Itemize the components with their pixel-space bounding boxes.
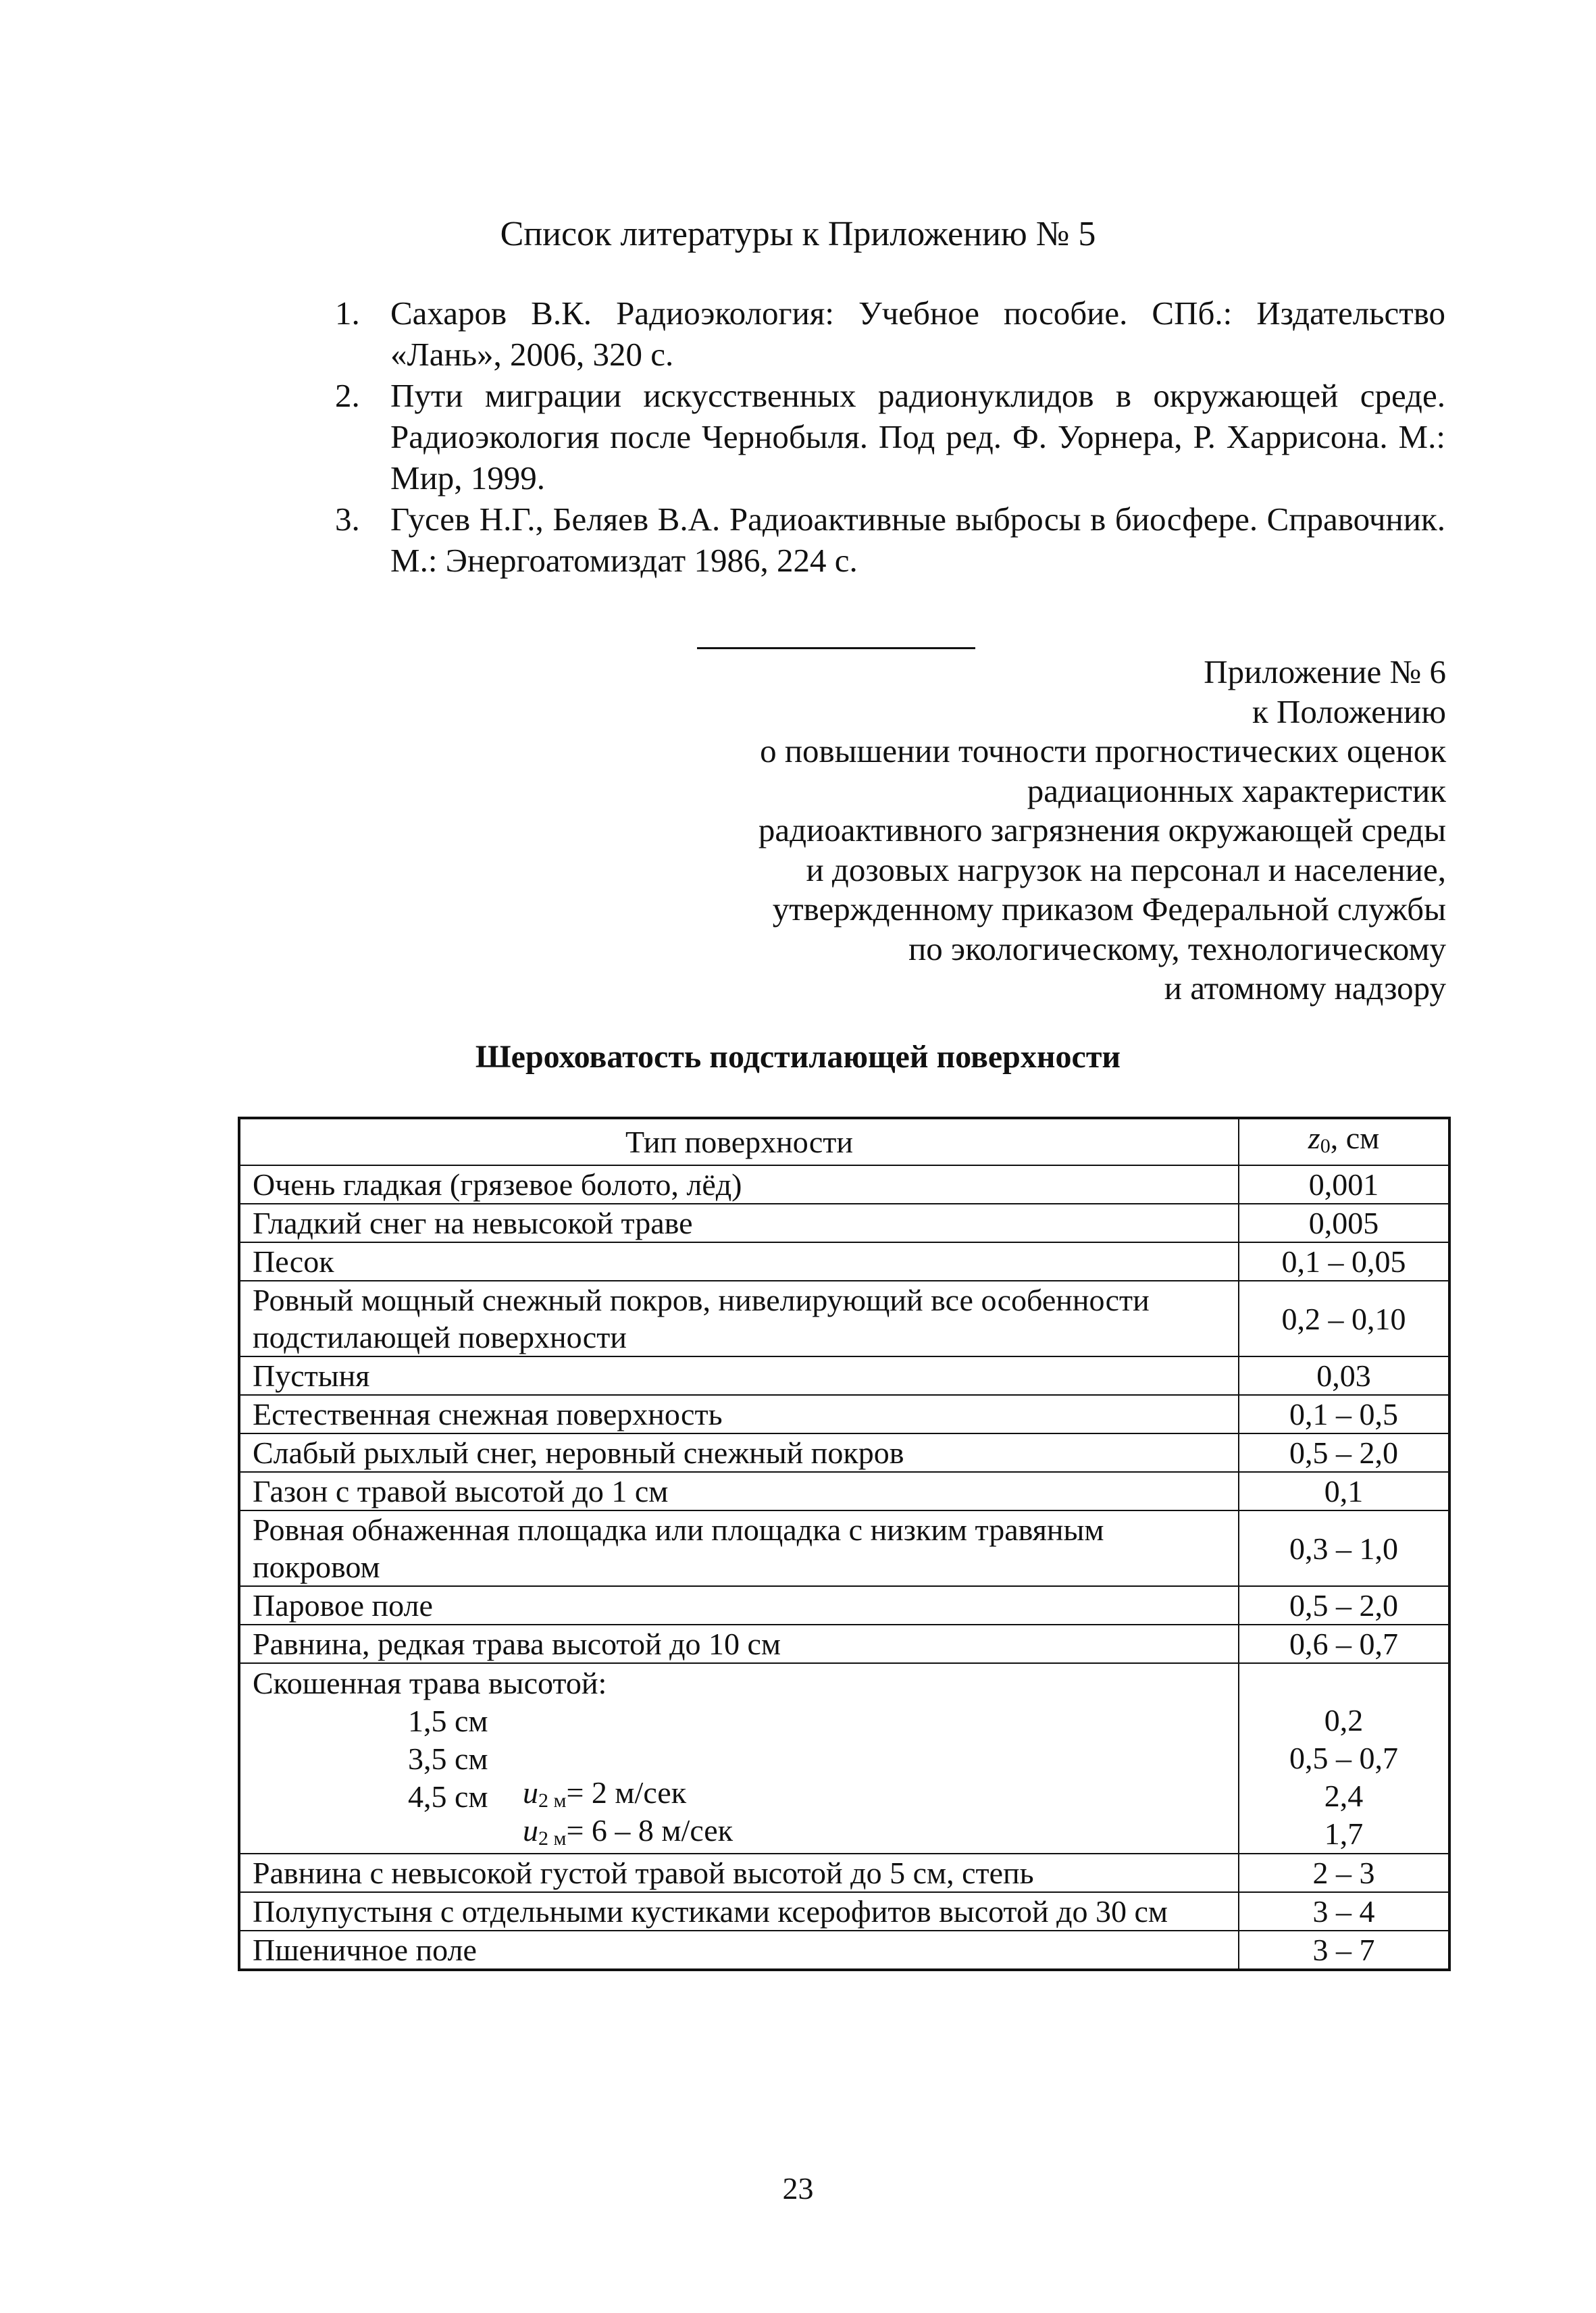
appendix-header — [500, 653, 1446, 1009]
table-row — [239, 1281, 1449, 1356]
roughness-value: 0,1 – 0,05 — [1239, 1242, 1449, 1281]
wind-symbol: u — [523, 1775, 538, 1810]
roughness-value: 0,1 — [1239, 1472, 1449, 1510]
table-row — [239, 1586, 1449, 1625]
mowed-height: 3,5 см — [408, 1741, 488, 1776]
z0-unit: , см — [1330, 1121, 1380, 1155]
mowed-grass-label: Скошенная трава высотой: — [253, 1665, 607, 1700]
table-row — [239, 1625, 1449, 1663]
wind-speed-value: = 6 – 8 м/сек — [566, 1812, 733, 1848]
mowed-height: 1,5 см — [408, 1703, 488, 1738]
table-row — [239, 1204, 1449, 1242]
roughness-value: 0,5 – 2,0 — [1239, 1586, 1449, 1625]
table-row — [239, 1356, 1449, 1395]
appendix-line: радиоактивного загрязнения окружающей среды — [758, 811, 1446, 848]
appendix-line: о повышении точности прогностических оценок — [760, 732, 1446, 769]
reference-item — [330, 375, 1445, 499]
roughness-value: 1,7 — [1324, 1816, 1364, 1851]
mowed-height: 4,5 см — [408, 1779, 488, 1814]
table-title: Шероховатость подстилающей поверхности — [475, 1039, 1121, 1075]
appendix-line: к Положению — [1252, 692, 1446, 730]
appendix-line: и атомному надзору — [1164, 969, 1446, 1007]
wind-speed — [523, 1812, 733, 1857]
roughness-value: 2,4 — [1324, 1779, 1364, 1813]
table-row — [239, 1931, 1449, 1970]
mowed-grass-cell — [239, 1663, 1239, 1854]
page-number: 23 — [782, 2171, 814, 2206]
surface-type: Слабый рыхлый снег, неровный снежный покров — [239, 1433, 1239, 1472]
reference-text: Сахаров В.К. Радиоэкология: Учебное пособие. СПб.: Издательство «Лань», 2006, 320 с. — [390, 295, 1445, 373]
reference-item — [330, 499, 1445, 581]
appendix-line: по экологическому, технологическому — [908, 930, 1446, 967]
roughness-value: 0,2 — [1324, 1703, 1364, 1737]
surface-type: Пустыня — [239, 1356, 1239, 1395]
roughness-value: 3 – 4 — [1239, 1892, 1449, 1931]
roughness-value: 0,001 — [1239, 1165, 1449, 1204]
surface-type: Полупустыня с отдельными кустиками ксерофитов высотой до 30 см — [239, 1892, 1239, 1931]
roughness-value: 0,3 – 1,0 — [1239, 1510, 1449, 1586]
surface-type: Ровный мощный снежный покров, нивелирующий все особенности подстилающей поверхности — [239, 1281, 1239, 1356]
wind-subscript: 2 м — [538, 1827, 567, 1850]
references-list — [330, 293, 1445, 581]
reference-number: 2. — [335, 377, 360, 414]
roughness-value: 0,6 – 0,7 — [1239, 1625, 1449, 1663]
surface-type: Паровое поле — [239, 1586, 1239, 1625]
section-divider — [697, 647, 975, 649]
appendix-line: радиационных характеристик — [1027, 771, 1446, 809]
column-header-type: Тип поверхности — [239, 1118, 1239, 1165]
surface-type: Естественная снежная поверхность — [239, 1395, 1239, 1433]
references-title: Список литературы к Приложению № 5 — [500, 215, 1096, 253]
surface-type: Равнина с невысокой густой травой высотой до 5 см, степь — [239, 1854, 1239, 1892]
surface-type: Ровная обнаженная площадка или площадка с низким травяным покровом — [239, 1510, 1239, 1586]
reference-text: Гусев Н.Г., Беляев В.А. Радиоактивные выбросы в биосфере. Справочник. М.: Энергоатомиздат 1986, 224 с. — [390, 501, 1445, 579]
table-row-mowed-grass — [239, 1663, 1449, 1854]
surface-type: Гладкий снег на невысокой траве — [239, 1204, 1239, 1242]
appendix-line: и дозовых нагрузок на персонал и население, — [806, 850, 1446, 888]
roughness-value: 3 – 7 — [1239, 1931, 1449, 1970]
table-row — [239, 1165, 1449, 1204]
table-row — [239, 1892, 1449, 1931]
surface-type: Пшеничное поле — [239, 1931, 1239, 1970]
z0-symbol: z — [1308, 1121, 1320, 1155]
appendix-line: утвержденному приказом Федеральной службы — [772, 890, 1446, 927]
table-row — [239, 1854, 1449, 1892]
table-row — [239, 1395, 1449, 1433]
surface-type: Песок — [239, 1242, 1239, 1281]
wind-speed-value: = 2 м/сек — [566, 1775, 687, 1810]
table-row — [239, 1242, 1449, 1281]
wind-symbol: u — [523, 1812, 538, 1848]
reference-item — [330, 293, 1445, 375]
table-row — [239, 1433, 1449, 1472]
roughness-value: 0,1 – 0,5 — [1239, 1395, 1449, 1433]
reference-number: 1. — [335, 295, 360, 332]
roughness-value: 0,5 – 2,0 — [1239, 1433, 1449, 1472]
appendix-line: Приложение № 6 — [1204, 653, 1446, 690]
roughness-table — [238, 1117, 1451, 1971]
surface-type: Газон с травой высотой до 1 см — [239, 1472, 1239, 1510]
table-row — [239, 1510, 1449, 1586]
z0-subscript: 0 — [1320, 1135, 1331, 1157]
mowed-grass-values — [1239, 1663, 1449, 1854]
surface-type: Равнина, редкая трава высотой до 10 см — [239, 1625, 1239, 1663]
column-header-z0 — [1239, 1118, 1449, 1165]
roughness-value: 0,5 – 0,7 — [1289, 1741, 1398, 1775]
wind-subscript: 2 м — [538, 1789, 567, 1812]
surface-type: Очень гладкая (грязевое болото, лёд) — [239, 1165, 1239, 1204]
reference-text: Пути миграции искусственных радионуклидов в окружающей среде. Радиоэкология после Чернобыля. Под ред. Ф. Уорнера, Р. Харрисона. М.: Мир, 1999. — [390, 377, 1445, 497]
roughness-value: 0,03 — [1239, 1356, 1449, 1395]
table-row — [239, 1472, 1449, 1510]
roughness-value: 0,005 — [1239, 1204, 1449, 1242]
roughness-value: 2 – 3 — [1239, 1854, 1449, 1892]
table-header-row — [239, 1118, 1449, 1165]
reference-number: 3. — [335, 501, 360, 538]
roughness-value: 0,2 – 0,10 — [1239, 1281, 1449, 1356]
